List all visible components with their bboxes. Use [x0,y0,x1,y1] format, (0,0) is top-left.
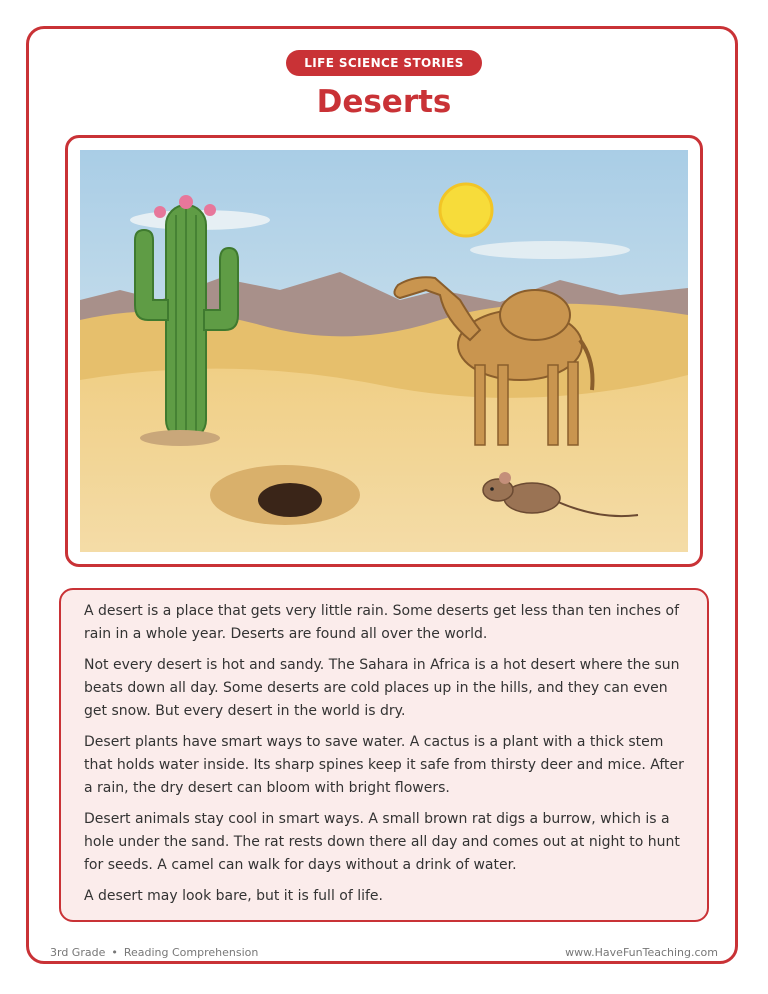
cloud [470,241,630,259]
sun-icon [440,184,492,236]
footer-grade: 3rd Grade [50,946,106,959]
rocks [140,430,220,446]
story-paragraph: Not every desert is hot and sandy. The Sahara in Africa is a hot desert where the sun beats down all day. Some deserts are cold places up in the hills, and they can even get snow. But every desert in the world is dry. [84,657,680,719]
story-paragraph: A desert may look bare, but it is full of life. [84,888,383,904]
footer-subject: Reading Comprehension [123,946,259,959]
story-paragraph: Desert plants have smart ways to save water. A cactus is a plant with a thick stem that holds water inside. Its sharp spines keep it safe from thirsty deer and mice. After a rain, the dry desert can bloom with bright flowers. [84,734,684,796]
story-text-panel [59,588,709,922]
story-paragraph: Desert animals stay cool in smart ways. A small brown rat digs a burrow, which is a hole under the sand. The rat rests down there all day and comes out at night to hunt for seeds. A camel can walk for days without a drink of water. [84,811,680,873]
series-badge: LIFE SCIENCE STORIES [286,50,482,76]
footer-website[interactable]: www.HaveFunTeaching.com [565,946,718,959]
burrow-icon [210,465,360,525]
illustration-frame [65,135,703,567]
footer-left [50,946,258,959]
page-title: Deserts [316,84,452,120]
bullet-icon: • [111,946,118,959]
desert-illustration [80,150,688,552]
story-paragraph: A desert is a place that gets very little rain. Some deserts get less than ten inches of rain in a whole year. Deserts are found all over the world. [84,603,680,642]
